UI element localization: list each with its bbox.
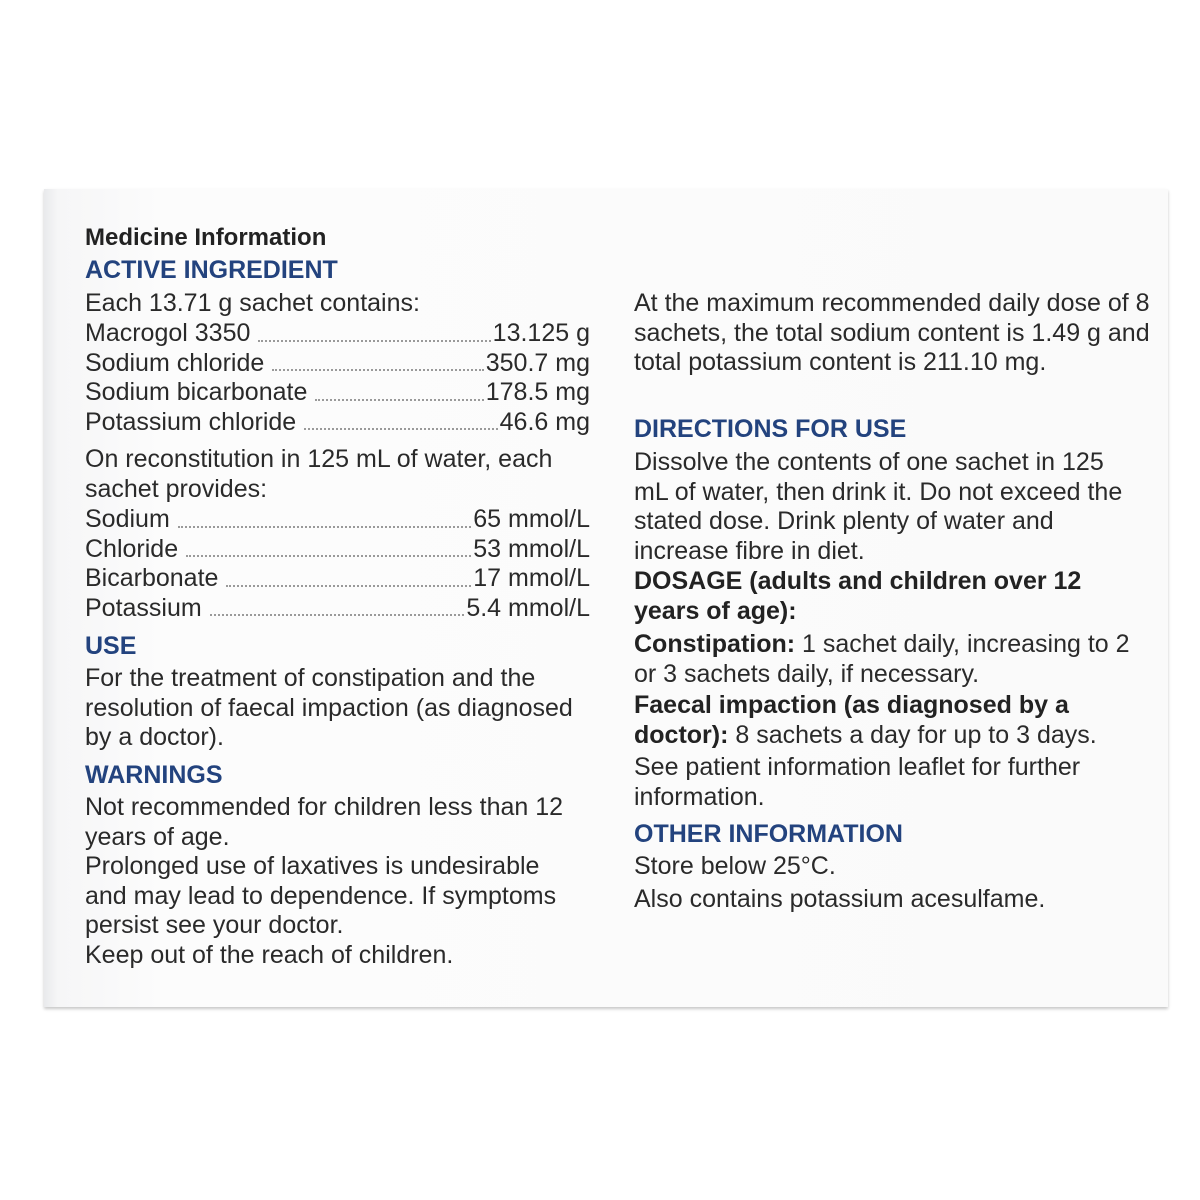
- warning-children: Not recommended for children less than 12 years of age.: [85, 793, 564, 851]
- ingredient-label: Sodium bicarbonate: [85, 378, 308, 406]
- sodium-content-text: At the maximum recommended daily dose of 8 sachets, the total sodium content is 1.49 g and total potassium content is 211.10 mg.: [634, 289, 1150, 376]
- ingredient-row: [85, 349, 590, 379]
- electrolyte-label: Potassium: [85, 593, 202, 622]
- storage-text: Store below 25°C.: [634, 852, 836, 880]
- ingredient-value: 350.7 mg: [485, 348, 590, 377]
- electrolyte-label: Bicarbonate: [85, 564, 219, 592]
- medicine-info-panel: [44, 189, 1168, 1007]
- electrolyte-label: Chloride: [85, 534, 179, 563]
- electrolyte-value: 53 mmol/L: [473, 534, 590, 563]
- dot-leader: [272, 369, 483, 371]
- ingredient-label: Potassium chloride: [85, 407, 297, 436]
- ingredient-value: 178.5 mg: [485, 378, 590, 406]
- constipation-label: Constipation:: [634, 630, 796, 658]
- ingredient-label: Macrogol 3350: [85, 319, 251, 347]
- electrolyte-row: [85, 505, 590, 535]
- panel-title: Medicine Information: [85, 224, 327, 251]
- constipation-text: 1 sachet daily, increasing to 2 or 3 sachets daily, if necessary.: [634, 630, 1130, 688]
- use-heading: USE: [85, 632, 137, 660]
- dosage-heading: DOSAGE (adults and children over 12 years of age):: [634, 567, 1082, 625]
- dot-leader: [210, 614, 465, 616]
- electrolyte-row: [85, 535, 590, 565]
- impaction-text: 8 sachets a day for up to 3 days.: [728, 720, 1097, 749]
- other-information-heading: OTHER INFORMATION: [634, 820, 903, 848]
- ingredient-row: [85, 408, 590, 438]
- leaflet-text: See patient information leaflet for further information.: [634, 753, 1081, 811]
- active-ingredient-heading: ACTIVE INGREDIENT: [85, 256, 338, 284]
- dot-leader: [304, 428, 497, 430]
- electrolyte-row: [85, 594, 590, 624]
- contains-text: Also contains potassium acesulfame.: [634, 884, 1046, 913]
- warning-laxatives: Prolonged use of laxatives is undesirable and may lead to dependence. If symptoms persist see your doctor.: [85, 852, 557, 939]
- warning-reach: Keep out of the reach of children.: [85, 940, 454, 969]
- active-intro: Each 13.71 g sachet contains:: [85, 289, 420, 317]
- ingredient-value: 46.6 mg: [499, 407, 590, 436]
- directions-text: Dissolve the contents of one sachet in 125 mL of water, then drink it. Do not exceed the stated dose. Drink plenty of water and increase fibre in diet.: [634, 448, 1123, 565]
- use-text: For the treatment of constipation and the resolution of faecal impaction (as diagnosed by a doctor).: [85, 664, 573, 751]
- other-information-text: [634, 852, 1144, 914]
- dot-leader: [258, 340, 490, 342]
- ingredient-value: 13.125 g: [492, 319, 590, 347]
- ingredient-row: [85, 319, 590, 349]
- electrolyte-value: 17 mmol/L: [473, 564, 590, 592]
- reconstitution-intro: On reconstitution in 125 mL of water, each sachet provides:: [85, 445, 553, 503]
- electrolyte-row: [85, 564, 590, 594]
- dot-leader: [315, 399, 483, 401]
- ingredient-label: Sodium chloride: [85, 348, 265, 377]
- warnings-heading: WARNINGS: [85, 761, 223, 789]
- dot-leader: [178, 526, 472, 528]
- dot-leader: [226, 585, 471, 587]
- electrolyte-value: 65 mmol/L: [473, 505, 590, 533]
- dot-leader: [186, 555, 471, 557]
- directions-heading: DIRECTIONS FOR USE: [634, 415, 907, 443]
- electrolyte-value: 5.4 mmol/L: [466, 593, 590, 622]
- impaction-dosage: [634, 691, 1144, 750]
- warnings-text: [85, 793, 585, 970]
- electrolyte-label: Sodium: [85, 505, 170, 533]
- impaction-label: Faecal impaction (as diagnosed by a doctor):: [634, 691, 1069, 749]
- constipation-dosage: [634, 630, 1144, 689]
- ingredient-row: [85, 378, 590, 408]
